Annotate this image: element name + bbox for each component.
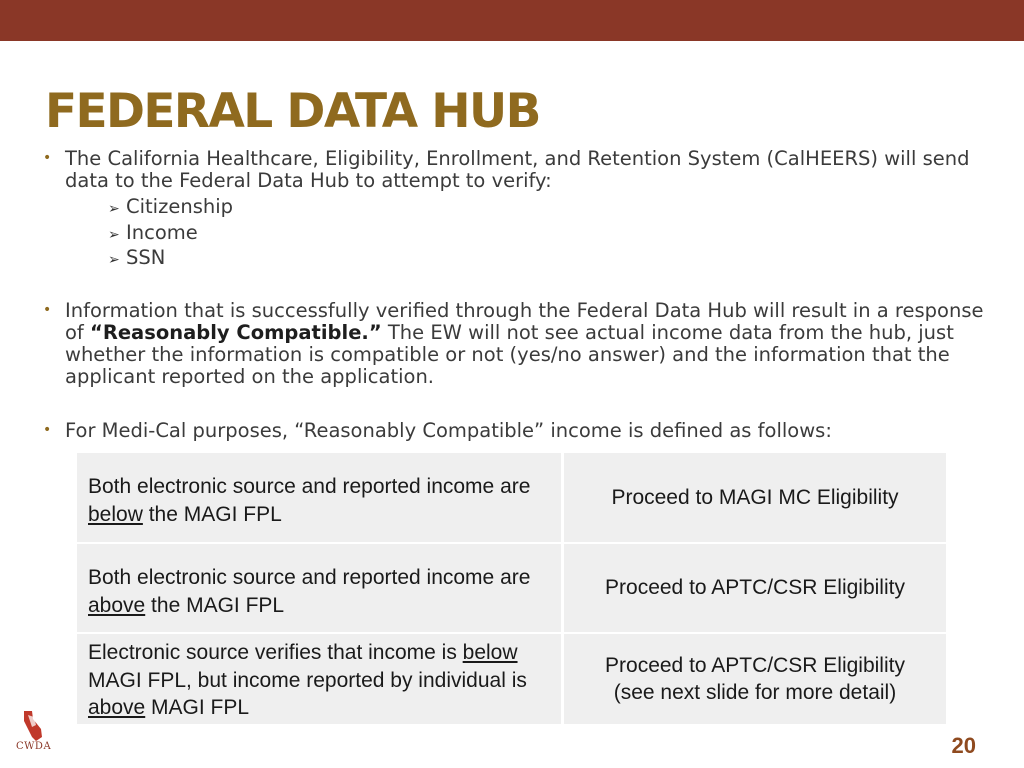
action-cell <box>564 634 946 724</box>
table-row <box>77 634 946 724</box>
verify-list <box>108 196 233 273</box>
action-cell: Proceed to APTC/CSR Eligibility <box>564 544 946 632</box>
underlined-text: above <box>88 593 146 617</box>
emphasis-text: “Reasonably Compatible.” <box>90 321 382 344</box>
bullet-calheers: The California Healthcare, Eligibility, Enrollment, and Retention System (CalHEERS) will send data to the Federal Data Hub to attempt to verify: <box>65 147 970 192</box>
underlined-text: above <box>88 696 146 719</box>
sub-item-citizenship <box>108 196 233 222</box>
action-cell: Proceed to MAGI MC Eligibility <box>564 453 946 542</box>
arrow-bullet-icon: ➢ <box>108 201 120 217</box>
cell-text: Both electronic source and reported income are <box>88 566 531 589</box>
bullet-reasonably-compatible <box>65 300 990 388</box>
underlined-text: below <box>462 641 518 664</box>
sub-item-label: Income <box>126 220 198 244</box>
arrow-bullet-icon: ➢ <box>108 226 120 243</box>
cell-text: MAGI FPL <box>145 696 250 719</box>
cell-text: the MAGI FPL <box>142 502 282 526</box>
slide-title: FEDERAL DATA HUB <box>45 84 540 139</box>
bullet-icon: • <box>43 422 52 438</box>
bullet-medi-cal: For Medi-Cal purposes, “Reasonably Compatible” income is defined as follows: <box>65 419 832 442</box>
sub-item-income <box>108 222 233 248</box>
bullet-icon: • <box>43 150 52 166</box>
cell-text: MAGI FPL, but income reported by individual is <box>88 668 527 692</box>
cell-text: Electronic source verifies that income is <box>88 641 463 664</box>
cell-text: the MAGI FPL <box>145 593 285 617</box>
cell-text: Both electronic source and reported income are <box>88 475 531 498</box>
sub-item-ssn <box>108 247 233 273</box>
bullet-text: Information that is successfully verified through the Federal Data Hub will result in a response of <box>65 299 984 344</box>
income-compatibility-table <box>77 453 946 726</box>
action-line: Proceed to APTC/CSR Eligibility <box>605 653 905 677</box>
bullet-icon: • <box>43 302 52 318</box>
arrow-bullet-icon: ➢ <box>108 252 120 268</box>
sub-item-label: Citizenship <box>126 195 234 218</box>
logo-text: CWDA <box>16 741 52 752</box>
underlined-text: below <box>88 502 143 526</box>
sub-item-label: SSN <box>126 246 166 269</box>
table-row <box>77 453 946 542</box>
page-number: 20 <box>951 733 976 758</box>
action-note: (see next slide for more detail) <box>613 681 897 704</box>
table-row <box>77 544 946 632</box>
top-banner <box>0 0 1024 41</box>
condition-cell <box>77 544 561 632</box>
condition-cell <box>77 634 561 724</box>
bullet-text: The EW will not see actual income data from the hub, just whether the information is compatible or not (yes/no answer) and the information that the applicant reported on the application. <box>65 321 954 388</box>
condition-cell <box>77 453 561 542</box>
